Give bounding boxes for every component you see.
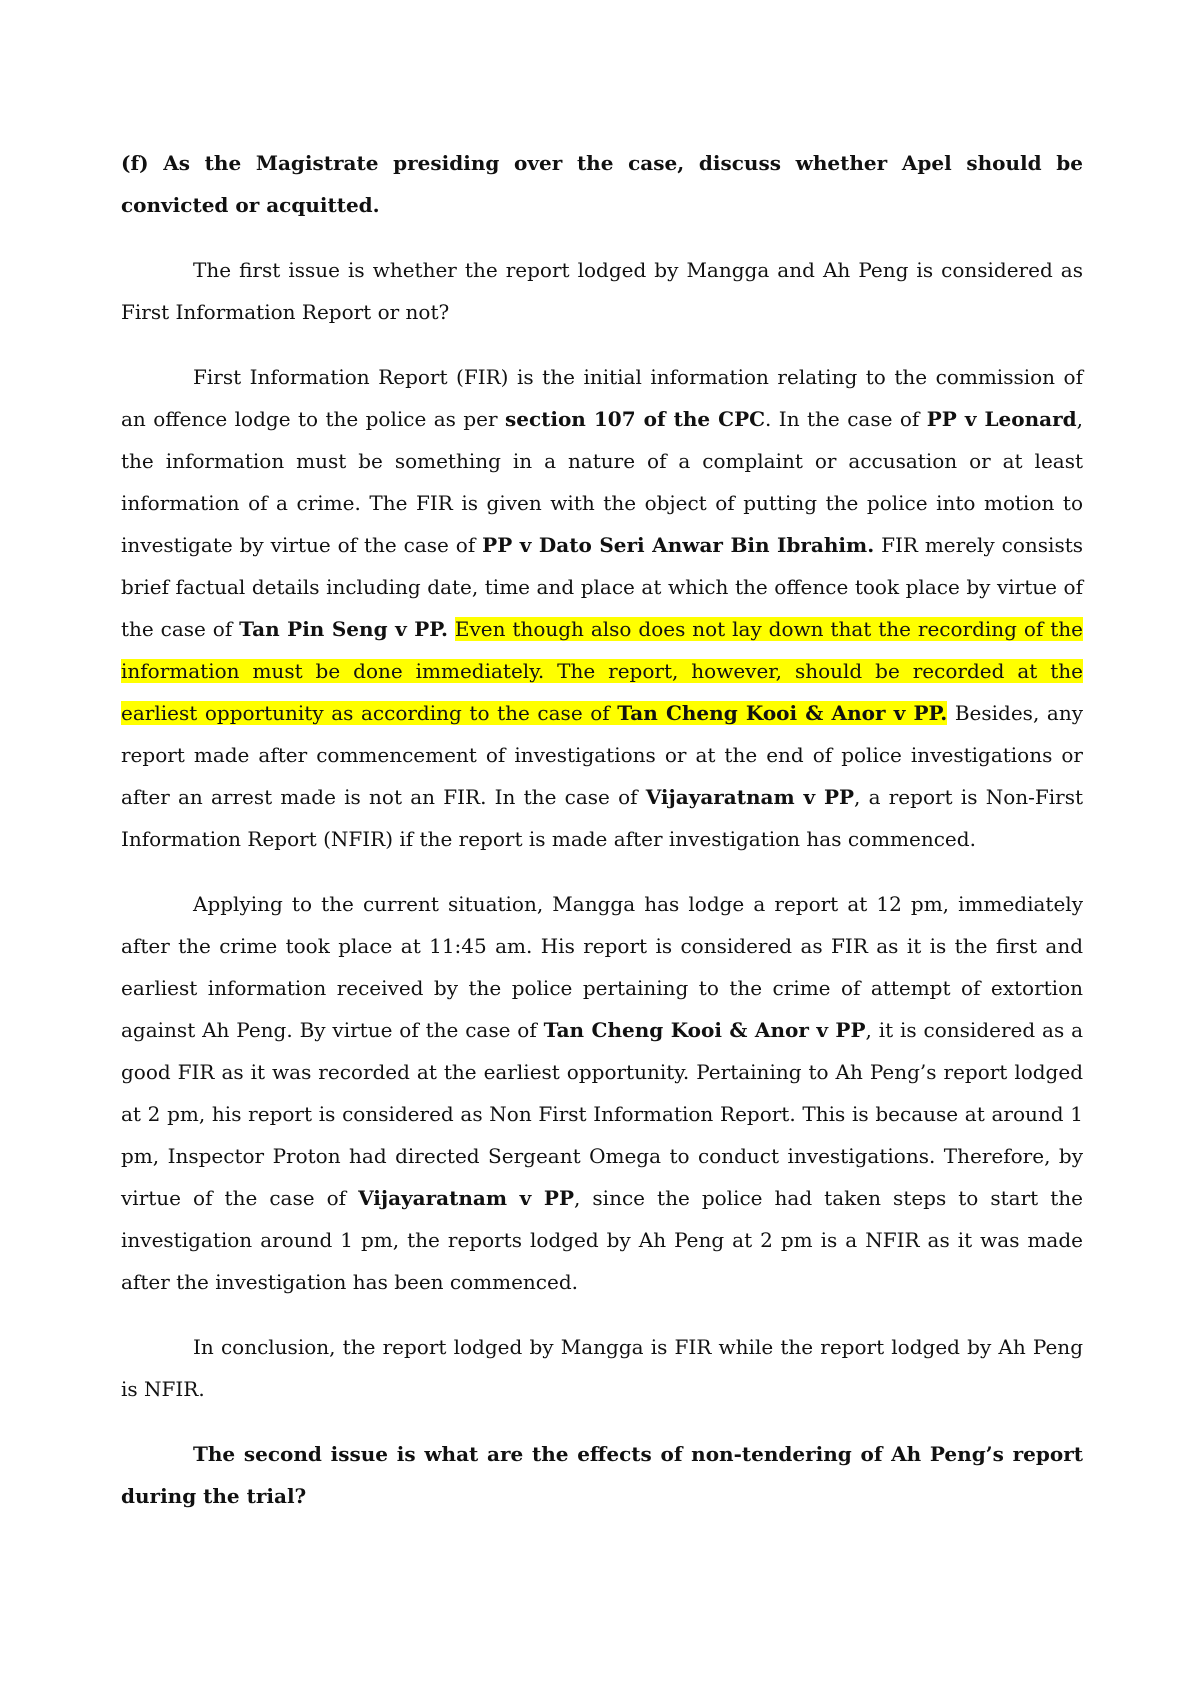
case-citation: PP v Dato Seri Anwar Bin Ibrahim. (482, 533, 875, 557)
paragraph-fir-definition (121, 356, 1083, 860)
case-citation: Vijayaratnam v PP (645, 785, 855, 809)
text-run: , it is considered as a good FIR as it was recorded at the earliest opportunity. Pertaining to Ah Peng’s report lodged at 2 pm, his report is considered as Non First Information Report. This is because at around 1 pm, Inspector Proton had directed Sergeant Omega to conduct investigations. Therefore, by virtue of the case of (121, 1018, 1083, 1210)
document-body (121, 142, 1083, 1517)
text-run (448, 617, 455, 641)
highlighted-text: Even though also does not lay down that the recording of the information must be done immediately. The report, however, should be recorded at the earliest opportunity as according to the case of (121, 617, 1083, 725)
text-run: . In the case of (765, 407, 927, 431)
case-citation: PP v Leonard (926, 407, 1077, 431)
text-run: , the information must be something in a nature of a complaint or accusation or at least information of a crime. The FIR is given with the object of putting the police into motion to investigate by virtue of the case of (121, 407, 1083, 557)
text-run: Besides, any report made after commencement of investigations or at the end of police investigations or after an arrest made is not an FIR. In the case of (121, 701, 1083, 809)
paragraph-conclusion: In conclusion, the report lodged by Mangga is FIR while the report lodged by Ah Peng is NFIR. (121, 1335, 1083, 1401)
case-citation: Tan Pin Seng v PP. (239, 617, 448, 641)
paragraph-first-issue: The first issue is whether the report lodged by Mangga and Ah Peng is considered as First Information Report or not? (121, 258, 1083, 324)
text-run: Applying to the current situation, Mangga has lodge a report at 12 pm, immediately after the crime took place at 11:45 am. His report is considered as FIR as it is the first and earliest information received by the police pertaining to the crime of attempt of extortion against Ah Peng. By virtue of the case of (121, 892, 1083, 1042)
case-citation: Vijayaratnam v PP (358, 1186, 575, 1210)
statute-reference: section 107 of the CPC (504, 407, 766, 431)
second-issue-heading: The second issue is what are the effects of non-tendering of Ah Peng’s report during the trial? (121, 1442, 1083, 1508)
paragraph-application (121, 883, 1083, 1303)
text-run: , a report is Non-First Information Report (NFIR) if the report is made after investigation has commenced. (121, 785, 1084, 851)
text-run: First Information Report (FIR) is the initial information relating to the commission of an offence lodge to the police as per (121, 365, 1083, 431)
highlighted-case-citation: Tan Cheng Kooi & Anor v PP. (617, 701, 948, 725)
question-heading: (f) As the Magistrate presiding over the case, discuss whether Apel should be convicted or acquitted. (121, 151, 1083, 217)
text-run: FIR merely consists brief factual details including date, time and place at which the offence took place by virtue of the case of (121, 533, 1084, 641)
text-run: , since the police had taken steps to start the investigation around 1 pm, the reports lodged by Ah Peng at 2 pm is a NFIR as it was made after the investigation has been commenced. (121, 1186, 1084, 1294)
case-citation: Tan Cheng Kooi & Anor v PP (543, 1018, 866, 1042)
